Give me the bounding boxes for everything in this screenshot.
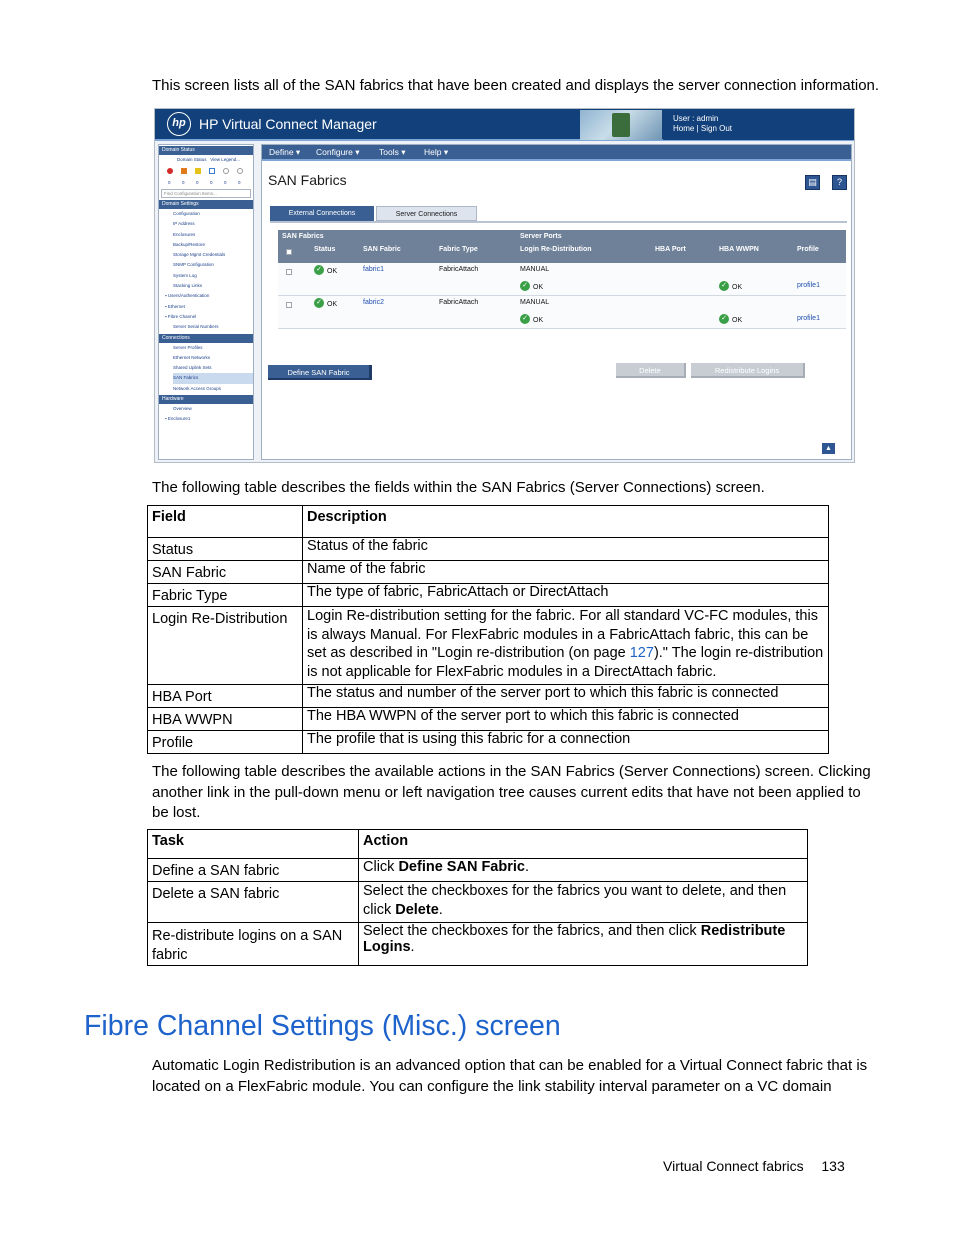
expand-icon[interactable]: ▪ (165, 416, 167, 422)
nav-item[interactable]: Server Serial Numbers (173, 324, 219, 330)
tab-external-connections[interactable]: External Connections (270, 206, 374, 221)
nav-item[interactable]: SNMP Configuration (173, 262, 214, 268)
nav-item[interactable]: Stacking Links (173, 283, 203, 289)
nav-item[interactable]: Fibre Channel (167, 313, 197, 319)
warning-icon (209, 168, 215, 174)
section-paragraph: Automatic Login Redistribution is an advanced option that can be enabled for a Virtual Connect fabric that is located on a FlexFabric module. You can configure the link stability interval parameter on a VC domain (152, 1057, 868, 1095)
major-icon (181, 168, 187, 174)
description-cell: Status of the fabric (303, 538, 829, 561)
description-cell: The HBA WWPN of the server port to which this fabric is connected (303, 708, 829, 731)
expand-icon[interactable]: ▪ (165, 313, 167, 319)
description-cell: The status and number of the server port to which this fabric is connected (303, 685, 829, 708)
field-cell: Login Re-Distribution (148, 607, 303, 685)
grid-header (278, 230, 846, 263)
description-cell: The type of fabric, FabricAttach or DirectAttach (303, 584, 829, 607)
sign-out-link[interactable]: Sign Out (700, 124, 733, 133)
description-cell: The profile that is using this fabric for a connection (303, 731, 829, 754)
nav-item[interactable]: Ethernet (167, 303, 185, 309)
footer-chapter: Virtual Connect fabrics (663, 1158, 804, 1174)
description-cell: Name of the fabric (303, 561, 829, 584)
col-hba-port[interactable]: HBA Port (655, 246, 686, 253)
status-icons (159, 167, 253, 179)
tab-server-connections[interactable]: Server Connections (376, 206, 477, 221)
nav-head-hardware: Hardware (159, 395, 253, 404)
menu-help[interactable]: Help ▾ (424, 147, 449, 157)
left-navigation (158, 144, 254, 460)
actions-table (147, 829, 808, 966)
field-cell: SAN Fabric (148, 561, 303, 584)
expand-icon[interactable]: ▪ (165, 303, 167, 309)
minor-icon (195, 168, 201, 174)
profile-link[interactable]: profile1 (797, 315, 820, 322)
field-cell: HBA WWPN (148, 708, 303, 731)
redistribute-logins-button[interactable]: Redistribute Logins (691, 363, 805, 378)
nav-item[interactable]: Enclosure1 (167, 416, 191, 422)
header-action: Action (359, 830, 808, 859)
nav-head-domain-status: Domain Status (159, 146, 253, 155)
view-legend-link[interactable]: View Legend... (210, 157, 240, 162)
nav-item-san-fabrics[interactable]: SAN Fabrics (173, 373, 253, 383)
fields-table (147, 505, 829, 754)
home-link[interactable]: Home (673, 124, 695, 133)
define-san-fabric-button[interactable]: Define SAN Fabric (268, 365, 372, 380)
menu-configure[interactable]: Configure ▾ (316, 147, 360, 157)
actions-table-intro: The following table describes the available actions in the SAN Fabrics (Server Connections) screen. Clicking another link in the pull-down menu or left navigation tree causes current edits that have not been applied to be lost. (152, 763, 871, 821)
menu-define[interactable]: Define ▾ (269, 147, 301, 157)
unknown-icon (237, 168, 243, 174)
vcm-banner (155, 109, 855, 141)
menu-tools[interactable]: Tools ▾ (379, 147, 406, 157)
main-panel (261, 144, 852, 460)
config-search-input[interactable]: Find Configuration Items... (161, 189, 251, 198)
header-task: Task (148, 830, 359, 859)
col-fabric-type[interactable]: Fabric Type (439, 246, 478, 253)
nav-item[interactable]: Shared Uplink Sets (173, 365, 212, 371)
vcm-screenshot (154, 108, 855, 463)
banner-photo-icon (580, 110, 662, 140)
nav-item[interactable]: Enclosures (173, 231, 196, 237)
col-san-fabric[interactable]: SAN Fabric (363, 246, 401, 253)
col-login-redistribution[interactable]: Login Re-Distribution (520, 246, 592, 253)
hp-logo-icon: hp (167, 112, 191, 136)
ok-status-icon: ✓ (314, 298, 324, 308)
task-cell: Delete a SAN fabric (148, 882, 359, 923)
table-row[interactable]: ✓ OK fabric1 FabricAttach MANUAL ✓ OK ✓ OK profile1 (278, 263, 846, 296)
field-cell: HBA Port (148, 685, 303, 708)
profile-link[interactable]: profile1 (797, 282, 820, 289)
table-row[interactable]: ✓ OK fabric2 FabricAttach MANUAL ✓ OK ✓ OK profile1 (278, 296, 846, 329)
nav-item[interactable]: Network Access Groups (173, 385, 222, 391)
header-description: Description (303, 506, 829, 538)
ok-status-icon: ✓ (314, 265, 324, 275)
task-cell: Re-distribute logins on a SAN fabric (148, 923, 359, 966)
print-icon[interactable]: ▤ (805, 175, 820, 190)
info-icon (223, 168, 229, 174)
expand-icon[interactable]: ▪ (165, 293, 167, 299)
intro-paragraph: This screen lists all of the SAN fabrics that have been created and displays the server connection information. (152, 77, 880, 94)
fabric-link[interactable]: fabric2 (363, 299, 385, 306)
nav-item[interactable]: System Log (173, 272, 197, 278)
nav-item[interactable]: Backup/Restore (173, 241, 206, 247)
delete-button[interactable]: Delete (616, 363, 686, 378)
page-number: 133 (821, 1158, 845, 1174)
group-san-fabrics: SAN Fabrics (282, 233, 324, 240)
col-profile[interactable]: Profile (797, 246, 819, 253)
nav-item[interactable]: Users/Authentication (167, 293, 210, 299)
row-checkbox[interactable] (286, 302, 292, 308)
field-cell: Profile (148, 731, 303, 754)
nav-head-connections: Connections (159, 334, 253, 343)
nav-item[interactable]: Ethernet Networks (173, 354, 211, 360)
ok-status-icon: ✓ (520, 281, 530, 291)
action-cell: Click Define SAN Fabric. (359, 859, 808, 882)
description-cell: Login Re-distribution setting for the fabric. For all standard VC-FC modules, this is always Manual. For FlexFabric modules in a FabricAttach fabric, this can be set as described in "Login re-distribution (on page 127)." The login re-distribution is not applicable for FlexFabric modules in a DirectAttach fabric. (303, 607, 829, 685)
app-title: HP Virtual Connect Manager (199, 116, 377, 132)
col-status[interactable]: Status (314, 246, 336, 253)
row-checkbox[interactable] (286, 269, 292, 275)
field-cell: Fabric Type (148, 584, 303, 607)
critical-icon (167, 168, 173, 174)
scroll-top-icon[interactable]: ▲ (822, 443, 835, 454)
action-cell: Select the checkboxes for the fabrics you want to delete, and then click Delete. (359, 882, 808, 923)
nav-item[interactable]: Server Profiles (173, 344, 203, 350)
nav-item[interactable]: Overview (173, 406, 192, 412)
status-counts: 0 0 0 0 0 0 (168, 180, 241, 185)
domain-status-link[interactable]: Domain Status (177, 157, 207, 162)
col-hba-wwpn[interactable]: HBA WWPN (719, 246, 759, 253)
nav-item[interactable]: Configuration (173, 211, 200, 216)
section-heading: Fibre Channel Settings (Misc.) screen (84, 1010, 561, 1042)
field-cell: Status (148, 538, 303, 561)
ok-status-icon: ✓ (719, 281, 729, 291)
nav-item[interactable]: Storage Mgmt Credentials (173, 252, 226, 258)
nav-item[interactable]: IP Address (173, 221, 195, 227)
select-all-checkbox[interactable] (286, 249, 292, 255)
fields-table-intro: The following table describes the fields within the SAN Fabrics (Server Connections) screen. (152, 479, 765, 496)
ok-status-icon: ✓ (520, 314, 530, 324)
menu-bar (262, 145, 851, 161)
help-icon[interactable]: ? (832, 175, 847, 190)
page-link[interactable]: 127 (629, 645, 654, 662)
header-field: Field (148, 506, 303, 538)
group-server-ports: Server Ports (520, 233, 562, 240)
page-title: SAN Fabrics (268, 172, 347, 188)
footer (663, 1158, 845, 1174)
ok-status-icon: ✓ (719, 314, 729, 324)
nav-head-domain-settings: Domain Settings (159, 200, 253, 209)
user-box: User : admin Home | Sign Out (663, 110, 855, 140)
fabric-link[interactable]: fabric1 (363, 266, 385, 273)
action-cell: Select the checkboxes for the fabrics, and then click Redistribute Logins. (359, 923, 808, 966)
task-cell: Define a SAN fabric (148, 859, 359, 882)
user-label: User : admin (673, 114, 719, 123)
